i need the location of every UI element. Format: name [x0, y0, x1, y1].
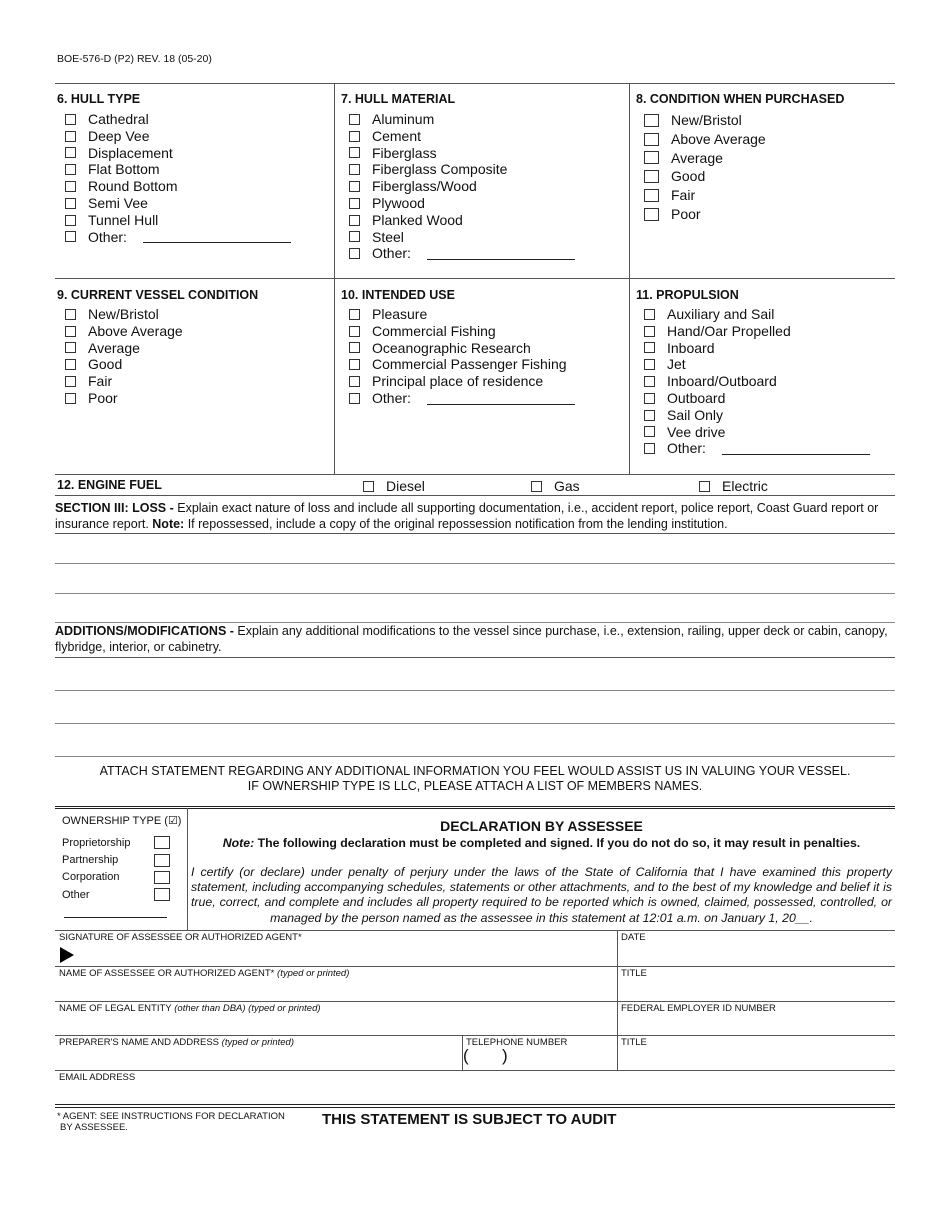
- fuel-gas-option[interactable]: Gas: [531, 478, 580, 494]
- additions-line[interactable]: [55, 756, 895, 757]
- attach-statement-2: IF OWNERSHIP TYPE IS LLC, PLEASE ATTACH A LIST OF MEMBERS NAMES.: [247, 779, 703, 793]
- checkbox[interactable]: [154, 871, 170, 884]
- checkbox[interactable]: [65, 342, 76, 353]
- fuel-diesel-option[interactable]: Diesel: [363, 478, 425, 494]
- checkbox[interactable]: [699, 481, 710, 492]
- hull-material-option[interactable]: Fiberglass: [349, 145, 575, 162]
- checkbox[interactable]: [349, 231, 360, 242]
- checkbox[interactable]: [349, 309, 360, 320]
- engine-fuel-title: 12. ENGINE FUEL: [57, 478, 162, 492]
- hull-type-option[interactable]: Cathedral: [65, 111, 291, 128]
- hull-type-option[interactable]: Other:: [65, 229, 291, 246]
- hull-material-option[interactable]: Cement: [349, 128, 575, 145]
- propulsion-option[interactable]: Other:: [644, 440, 870, 457]
- checkbox[interactable]: [65, 131, 76, 142]
- hull-material-option[interactable]: Fiberglass Composite: [349, 161, 575, 178]
- checkbox[interactable]: [65, 231, 76, 242]
- checkbox[interactable]: [349, 393, 360, 404]
- hull-type-list: [65, 111, 291, 245]
- title2-field[interactable]: [621, 1049, 893, 1069]
- fuel-electric-option[interactable]: Electric: [699, 478, 768, 494]
- legal-entity-label: NAME OF LEGAL ENTITY (other than DBA) (typed or printed): [59, 1003, 321, 1014]
- intended-use-option[interactable]: Commercial Passenger Fishing: [349, 356, 575, 373]
- checkbox[interactable]: [644, 151, 659, 164]
- condition-purchased-list: [644, 111, 766, 224]
- phone-area-close: ): [502, 1046, 508, 1065]
- condition-purchased-option[interactable]: New/Bristol: [644, 111, 766, 130]
- checkbox[interactable]: [644, 443, 655, 454]
- loss-line[interactable]: [55, 563, 895, 564]
- propulsion-option[interactable]: Vee drive: [644, 424, 870, 441]
- date-field[interactable]: [621, 944, 893, 966]
- checkbox[interactable]: [644, 426, 655, 437]
- checkbox[interactable]: [349, 164, 360, 175]
- checkbox[interactable]: [644, 410, 655, 421]
- hull-type-option[interactable]: Flat Bottom: [65, 161, 291, 178]
- propulsion-option[interactable]: Outboard: [644, 390, 870, 407]
- propulsion-option[interactable]: Sail Only: [644, 407, 870, 424]
- checkbox[interactable]: [644, 376, 655, 387]
- checkbox[interactable]: [349, 114, 360, 125]
- checkbox[interactable]: [644, 309, 655, 320]
- hull-type-option[interactable]: Round Bottom: [65, 178, 291, 195]
- agent-note: * AGENT: SEE INSTRUCTIONS FOR DECLARATION BY ASSESSEE.: [57, 1111, 285, 1133]
- intended-use-title: 10. INTENDED USE: [341, 288, 455, 302]
- checkbox[interactable]: [349, 147, 360, 158]
- ownership-title: OWNERSHIP TYPE (☑): [62, 815, 182, 827]
- hull-material-option[interactable]: Fiberglass/Wood: [349, 178, 575, 195]
- checkbox[interactable]: [65, 215, 76, 226]
- hull-type-option[interactable]: Tunnel Hull: [65, 212, 291, 229]
- email-field[interactable]: [59, 1084, 893, 1102]
- other-input[interactable]: [722, 442, 870, 455]
- checkbox[interactable]: [154, 854, 170, 867]
- signature-field[interactable]: [75, 944, 615, 966]
- condition-purchased-option[interactable]: Average: [644, 149, 766, 168]
- hull-type-title: 6. HULL TYPE: [57, 92, 141, 106]
- checkbox[interactable]: [349, 326, 360, 337]
- checkbox[interactable]: [65, 114, 76, 125]
- form-id: BOE-576-D (P2) REV. 18 (05-20): [57, 53, 212, 65]
- checkbox[interactable]: [349, 131, 360, 142]
- other-input[interactable]: [143, 230, 291, 243]
- date-label: DATE: [621, 932, 646, 943]
- fein-field[interactable]: [621, 1015, 893, 1035]
- checkbox[interactable]: [644, 133, 659, 146]
- checkbox[interactable]: [644, 342, 655, 353]
- intended-use-option[interactable]: Principal place of residence: [349, 373, 575, 390]
- name-field[interactable]: [59, 980, 614, 1000]
- attach-statement-1: ATTACH STATEMENT REGARDING ANY ADDITIONAL INFORMATION YOU FEEL WOULD ASSIST US IN VALUING YOUR VESSEL.: [99, 764, 851, 778]
- current-condition-option[interactable]: Average: [65, 340, 183, 357]
- propulsion-list: [644, 306, 870, 457]
- current-condition-list: [65, 306, 183, 407]
- propulsion-option[interactable]: Hand/Oar Propelled: [644, 323, 870, 340]
- hull-type-option[interactable]: Deep Vee: [65, 128, 291, 145]
- condition-purchased-option[interactable]: Fair: [644, 186, 766, 205]
- checkbox[interactable]: [65, 164, 76, 175]
- intended-use-option[interactable]: Commercial Fishing: [349, 323, 575, 340]
- propulsion-option[interactable]: Jet: [644, 356, 870, 373]
- section3-text: SECTION III: LOSS - Explain exact nature of loss and include all supporting documentation, i.e., accident report, police report, Coast Guard report or insurance report. Note: If repossessed, include a copy of the original repossession notification from the lending institution.: [55, 501, 879, 531]
- checkbox[interactable]: [644, 393, 655, 404]
- title2-label: TITLE: [621, 1037, 647, 1048]
- checkbox[interactable]: [349, 215, 360, 226]
- propulsion-option[interactable]: Inboard/Outboard: [644, 373, 870, 390]
- checkbox[interactable]: [644, 170, 659, 183]
- checkbox[interactable]: [644, 114, 659, 127]
- name-label: NAME OF ASSESSEE OR AUTHORIZED AGENT* (typed or printed): [59, 968, 350, 979]
- current-condition-option[interactable]: Above Average: [65, 323, 183, 340]
- title-field[interactable]: [621, 980, 893, 1000]
- checkbox[interactable]: [531, 481, 542, 492]
- checkbox[interactable]: [644, 326, 655, 337]
- current-condition-option[interactable]: Fair: [65, 373, 183, 390]
- hull-material-option[interactable]: Steel: [349, 229, 575, 246]
- phone-label: TELEPHONE NUMBER: [466, 1037, 568, 1048]
- checkbox[interactable]: [65, 309, 76, 320]
- hull-type-option[interactable]: Semi Vee: [65, 195, 291, 212]
- ownership-option[interactable]: Partnership: [62, 851, 170, 868]
- checkbox[interactable]: [644, 208, 659, 221]
- checkbox[interactable]: [349, 248, 360, 259]
- current-condition-option[interactable]: New/Bristol: [65, 306, 183, 323]
- hull-type-option[interactable]: Displacement: [65, 145, 291, 162]
- hull-material-option[interactable]: Plywood: [349, 195, 575, 212]
- audit-statement: THIS STATEMENT IS SUBJECT TO AUDIT: [322, 1111, 617, 1128]
- additions-line[interactable]: [55, 723, 895, 724]
- signature-arrow-icon: [60, 947, 74, 963]
- checkbox[interactable]: [65, 198, 76, 209]
- checkbox[interactable]: [349, 198, 360, 209]
- checkbox[interactable]: [65, 147, 76, 158]
- intended-use-list: [349, 306, 575, 407]
- hull-material-title: 7. HULL MATERIAL: [341, 92, 456, 106]
- declaration-note: Note: The following declaration must be completed and signed. If you do not do so, it may result in penalties.: [222, 836, 861, 850]
- checkbox[interactable]: [65, 376, 76, 387]
- checkbox[interactable]: [65, 393, 76, 404]
- declaration-title: DECLARATION BY ASSESSEE: [440, 818, 643, 834]
- current-condition-option[interactable]: Poor: [65, 390, 183, 407]
- hull-material-option[interactable]: Aluminum: [349, 111, 575, 128]
- email-label: EMAIL ADDRESS: [59, 1072, 136, 1083]
- checkbox[interactable]: [349, 342, 360, 353]
- ownership-option[interactable]: Proprietorship: [62, 834, 170, 851]
- additions-line[interactable]: [55, 690, 895, 691]
- condition-purchased-option[interactable]: Poor: [644, 205, 766, 224]
- checkbox[interactable]: [644, 189, 659, 202]
- checkbox[interactable]: [363, 481, 374, 492]
- checkbox[interactable]: [349, 359, 360, 370]
- other-input[interactable]: [427, 392, 575, 405]
- checkbox[interactable]: [65, 359, 76, 370]
- ownership-list: [62, 834, 170, 904]
- legal-entity-field[interactable]: [59, 1015, 614, 1035]
- preparer-field[interactable]: [59, 1049, 459, 1069]
- fein-label: FEDERAL EMPLOYER ID NUMBER: [621, 1003, 776, 1014]
- propulsion-option[interactable]: Auxiliary and Sail: [644, 306, 870, 323]
- loss-line[interactable]: [55, 593, 895, 594]
- checkbox[interactable]: [154, 836, 170, 849]
- propulsion-title: 11. PROPULSION: [636, 288, 739, 302]
- checkbox[interactable]: [349, 181, 360, 192]
- title-label: TITLE: [621, 968, 647, 979]
- other-ownership-input[interactable]: [64, 917, 167, 918]
- hull-material-option[interactable]: Planked Wood: [349, 212, 575, 229]
- checkbox[interactable]: [154, 888, 170, 901]
- condition-purchased-option[interactable]: Good: [644, 167, 766, 186]
- other-input[interactable]: [427, 247, 575, 260]
- hull-material-option[interactable]: Other:: [349, 245, 575, 262]
- phone-field[interactable]: [470, 1049, 614, 1069]
- current-condition-option[interactable]: Good: [65, 356, 183, 373]
- checkbox[interactable]: [644, 359, 655, 370]
- ownership-option[interactable]: Other: [62, 886, 170, 903]
- additions-text: ADDITIONS/MODIFICATIONS - Explain any additional modifications to the vessel since purchase, i.e., extension, railing, upper deck or cabin, canopy, flybridge, interior, or cabinetry.: [55, 624, 888, 654]
- hull-material-list: [349, 111, 575, 262]
- current-condition-title: 9. CURRENT VESSEL CONDITION: [57, 288, 259, 302]
- phone-area-open: (: [463, 1046, 469, 1065]
- intended-use-option[interactable]: Pleasure: [349, 306, 575, 323]
- intended-use-option[interactable]: Other:: [349, 390, 575, 407]
- condition-purchased-title: 8. CONDITION WHEN PURCHASED: [636, 92, 845, 106]
- checkbox[interactable]: [65, 181, 76, 192]
- intended-use-option[interactable]: Oceanographic Research: [349, 340, 575, 357]
- checkbox[interactable]: [349, 376, 360, 387]
- declaration-certify: I certify (or declare) under penalty of perjury under the laws of the State of California that I have examined this property statement, including accompanying schedules, statements or other attachments, and to the best of my knowledge and belief it is true, correct, and complete and includes all property required to be reported which is owned, claimed, possessed, controlled, or managed by the person named as the assessee in this statement at 12:01 a.m. on January 1, 20__.: [191, 865, 892, 925]
- ownership-option[interactable]: Corporation: [62, 869, 170, 886]
- checkbox[interactable]: [65, 326, 76, 337]
- signature-label: SIGNATURE OF ASSESSEE OR AUTHORIZED AGENT*: [59, 932, 302, 943]
- propulsion-option[interactable]: Inboard: [644, 340, 870, 357]
- preparer-label: PREPARER'S NAME AND ADDRESS (typed or printed): [59, 1037, 294, 1048]
- condition-purchased-option[interactable]: Above Average: [644, 130, 766, 149]
